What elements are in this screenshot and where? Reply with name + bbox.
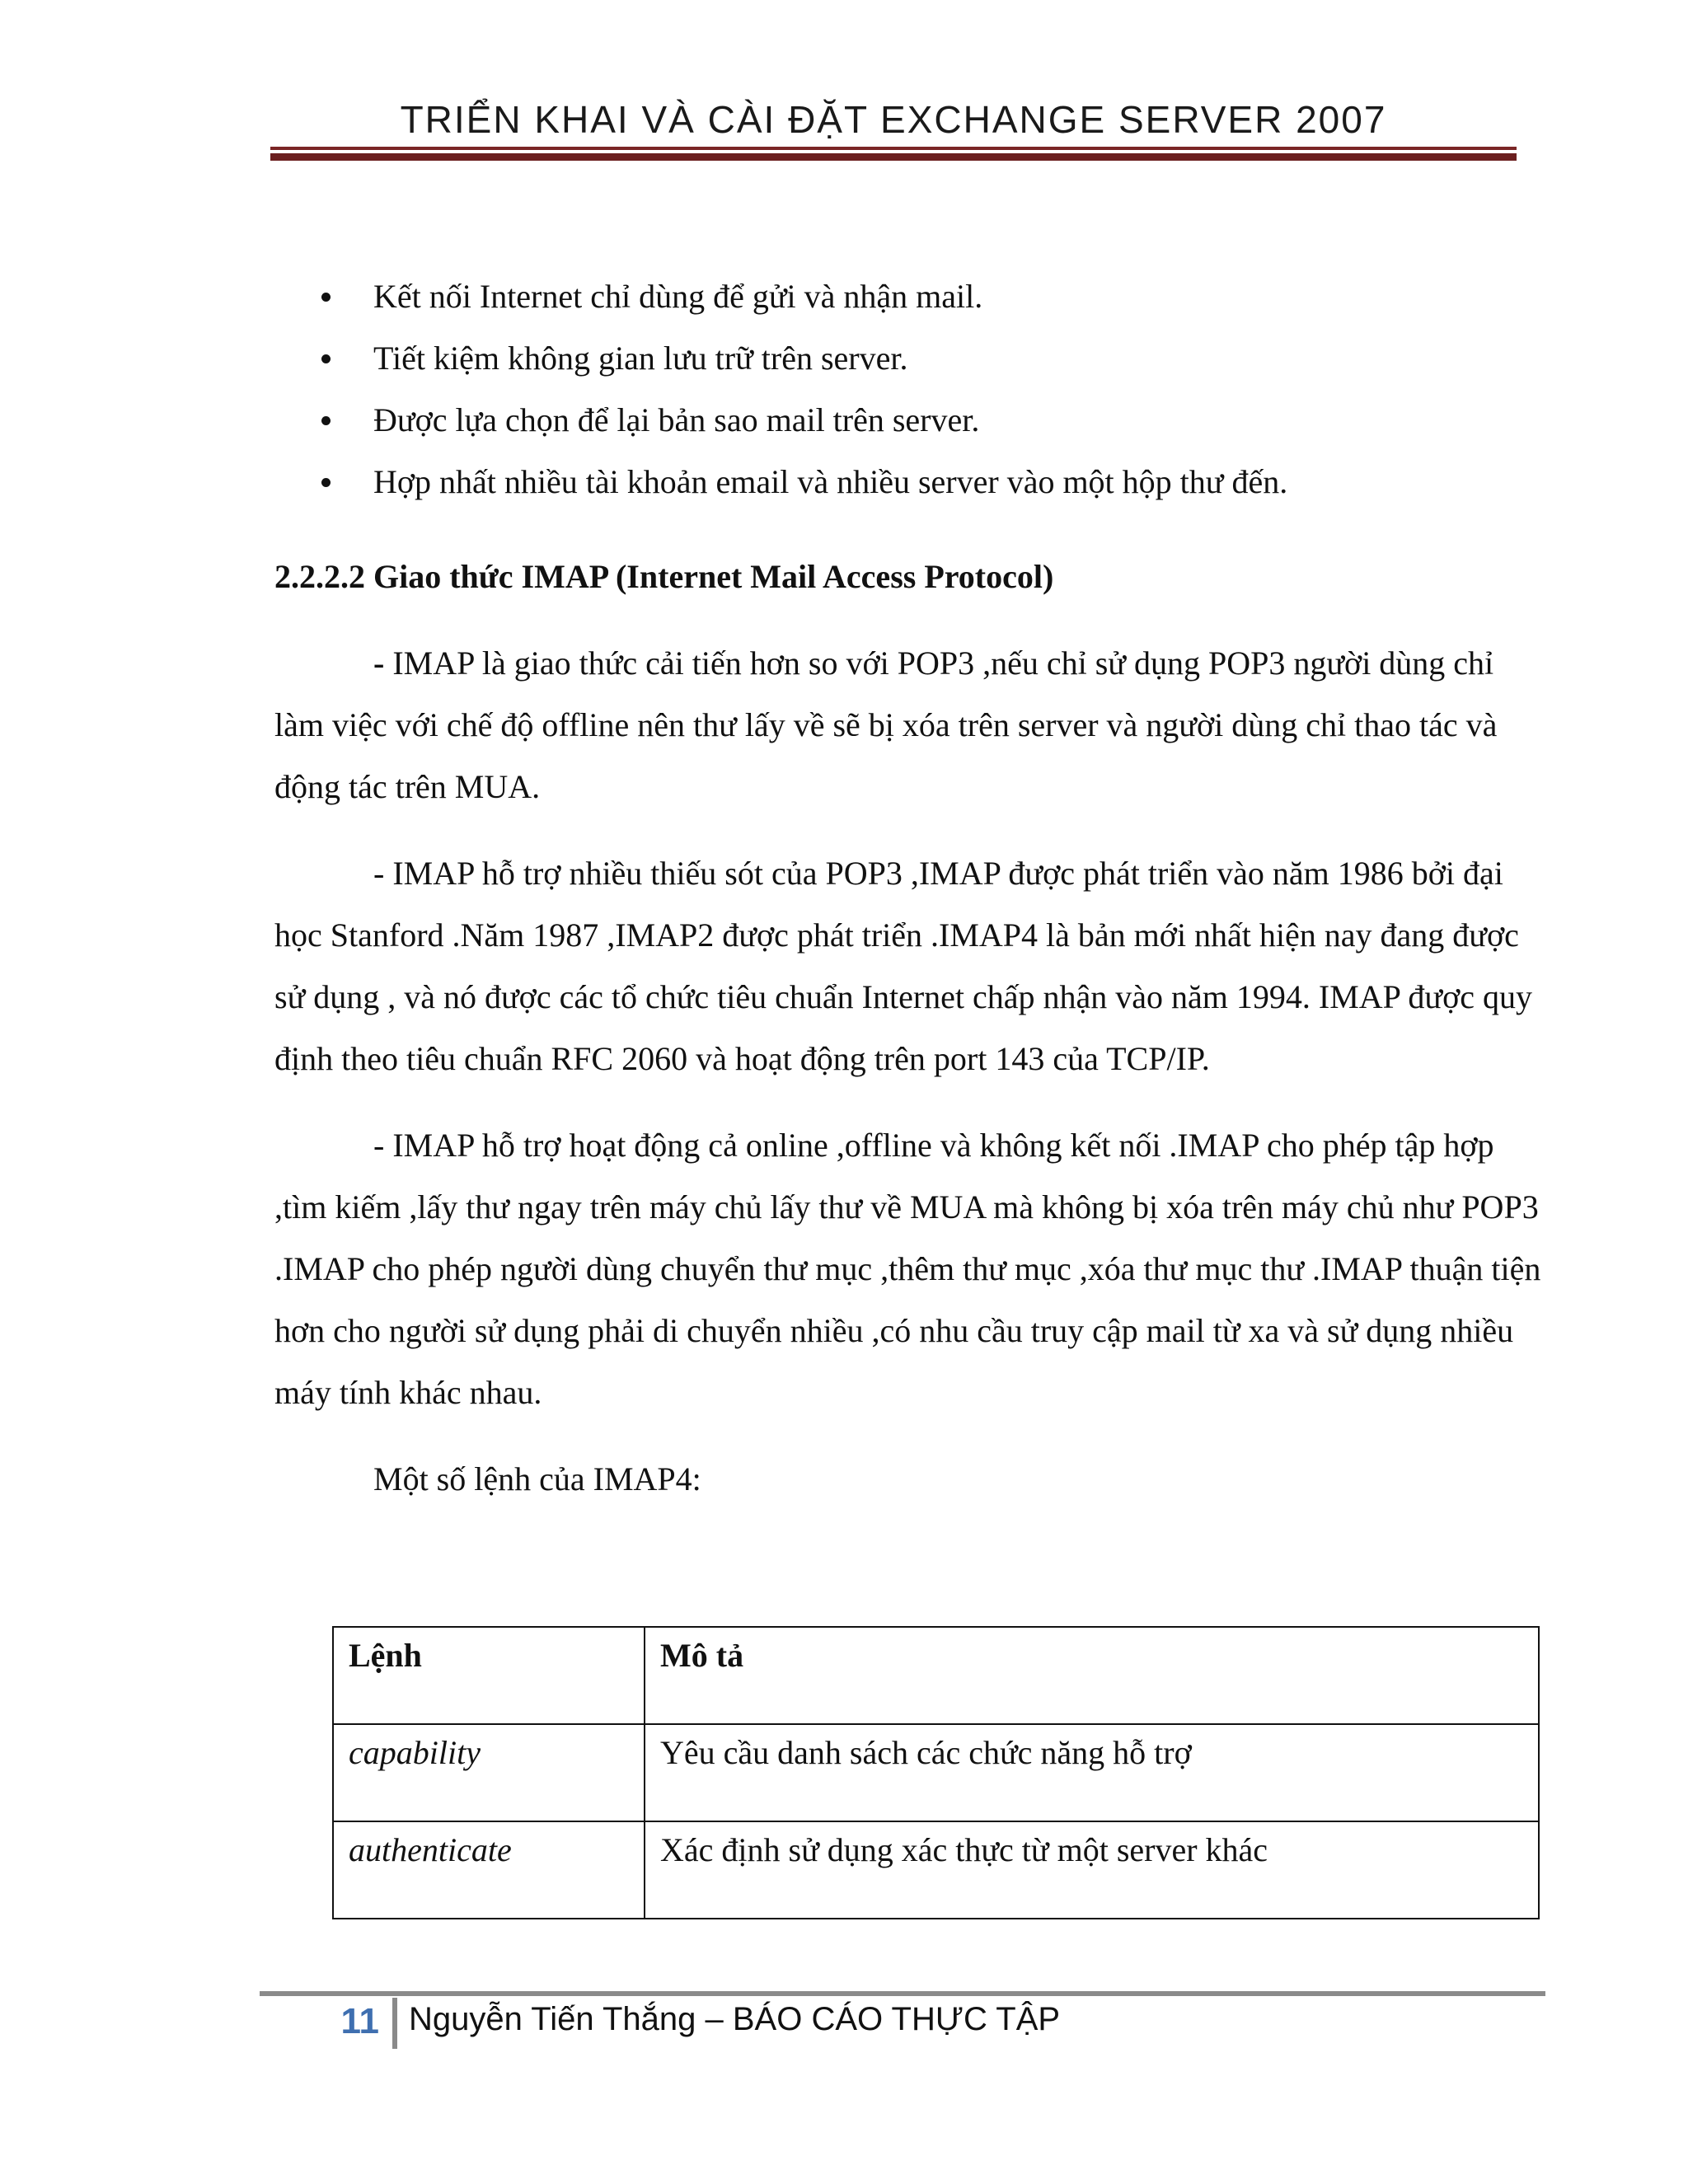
list-item-text: Kết nối Internet chỉ dùng để gửi và nhận mail. [373,278,983,315]
page-number: 11 [340,2001,379,2041]
command-cell: capability [333,1724,645,1821]
table-header-row [333,1627,1539,1724]
bullet-dot-icon [321,354,331,363]
paragraph-dash: - [373,644,385,682]
paragraph-features: - IMAP hỗ trợ hoạt động cả online ,offline và không kết nối .IMAP cho phép tập hợp ,tìm kiếm ,lấy thư ngay trên máy chủ lấy thư về MUA mà không bị xóa trên máy chủ như POP3 .IMAP cho phép người dùng chuyển thư mục ,thêm thư mục ,xóa thư mục thư .IMAP thuận tiện hơn cho người sử dụng phải di chuyển nhiều ,có nhu cầu truy cập mail từ xa và sử dụng nhiều máy tính khác nhau. [274,1127,1541,1411]
paragraph-history: - IMAP hỗ trợ nhiều thiếu sót của POP3 ,IMAP được phát triển vào năm 1986 bởi đại học Stanford .Năm 1987 ,IMAP2 được phát triển .IMAP4 là bản mới nhất hiện nay đang được sử dụng , và nó được các tổ chức tiêu chuẩn Internet chấp nhận vào năm 1994. IMAP được quy định theo tiêu chuẩn RFC 2060 và hoạt động trên port 143 của TCP/IP. [274,855,1533,1077]
bullet-dot-icon [321,478,331,487]
bullet-dot-icon [321,293,331,302]
bullet-dot-icon [321,416,331,425]
command-cell: authenticate [333,1821,645,1919]
footer-rule [260,1991,1545,1996]
list-item-text: Được lựa chọn để lại bản sao mail trên server. [373,401,980,438]
table-caption: Một số lệnh của IMAP4: [373,1460,701,1497]
list-item [274,451,1544,513]
list-item [274,265,1544,327]
table-row [333,1724,1539,1821]
column-header-description: Mô tả [645,1627,1539,1724]
description-cell: Xác định sử dụng xác thực từ một server khác [645,1821,1539,1919]
description-cell: Yêu cầu danh sách các chức năng hỗ trợ [645,1724,1539,1821]
bullet-list [274,265,1544,513]
list-item-text: Tiết kiệm không gian lưu trữ trên server. [373,340,908,377]
section-heading: 2.2.2.2 Giao thức IMAP (Internet Mail Access Protocol) [274,558,1054,595]
column-header-command: Lệnh [333,1627,645,1724]
header-rule-thick [270,153,1517,161]
paragraph-text: IMAP là giao thức cải tiến hơn so với POP3 ,nếu chỉ sử dụng POP3 người dùng chỉ làm việc với chế độ offline nên thư lấy về sẽ bị xóa trên server và người dùng chỉ thao tác và động tác trên MUA. [274,644,1498,805]
paragraph-intro [274,632,1544,818]
page-header-title: TRIỂN KHAI VÀ CÀI ĐẶT EXCHANGE SERVER 2007 [400,98,1387,141]
list-item [274,327,1544,389]
imap-commands-table [332,1626,1540,1919]
footer-divider [392,1998,397,2049]
header-rule-thin [270,147,1517,150]
table-row [333,1821,1539,1919]
list-item-text: Hợp nhất nhiều tài khoản email và nhiều server vào một hộp thư đến. [373,463,1288,500]
page-body [274,265,1544,1510]
footer-text: Nguyễn Tiến Thắng – BÁO CÁO THỰC TẬP [409,2001,1061,2037]
list-item [274,389,1544,451]
